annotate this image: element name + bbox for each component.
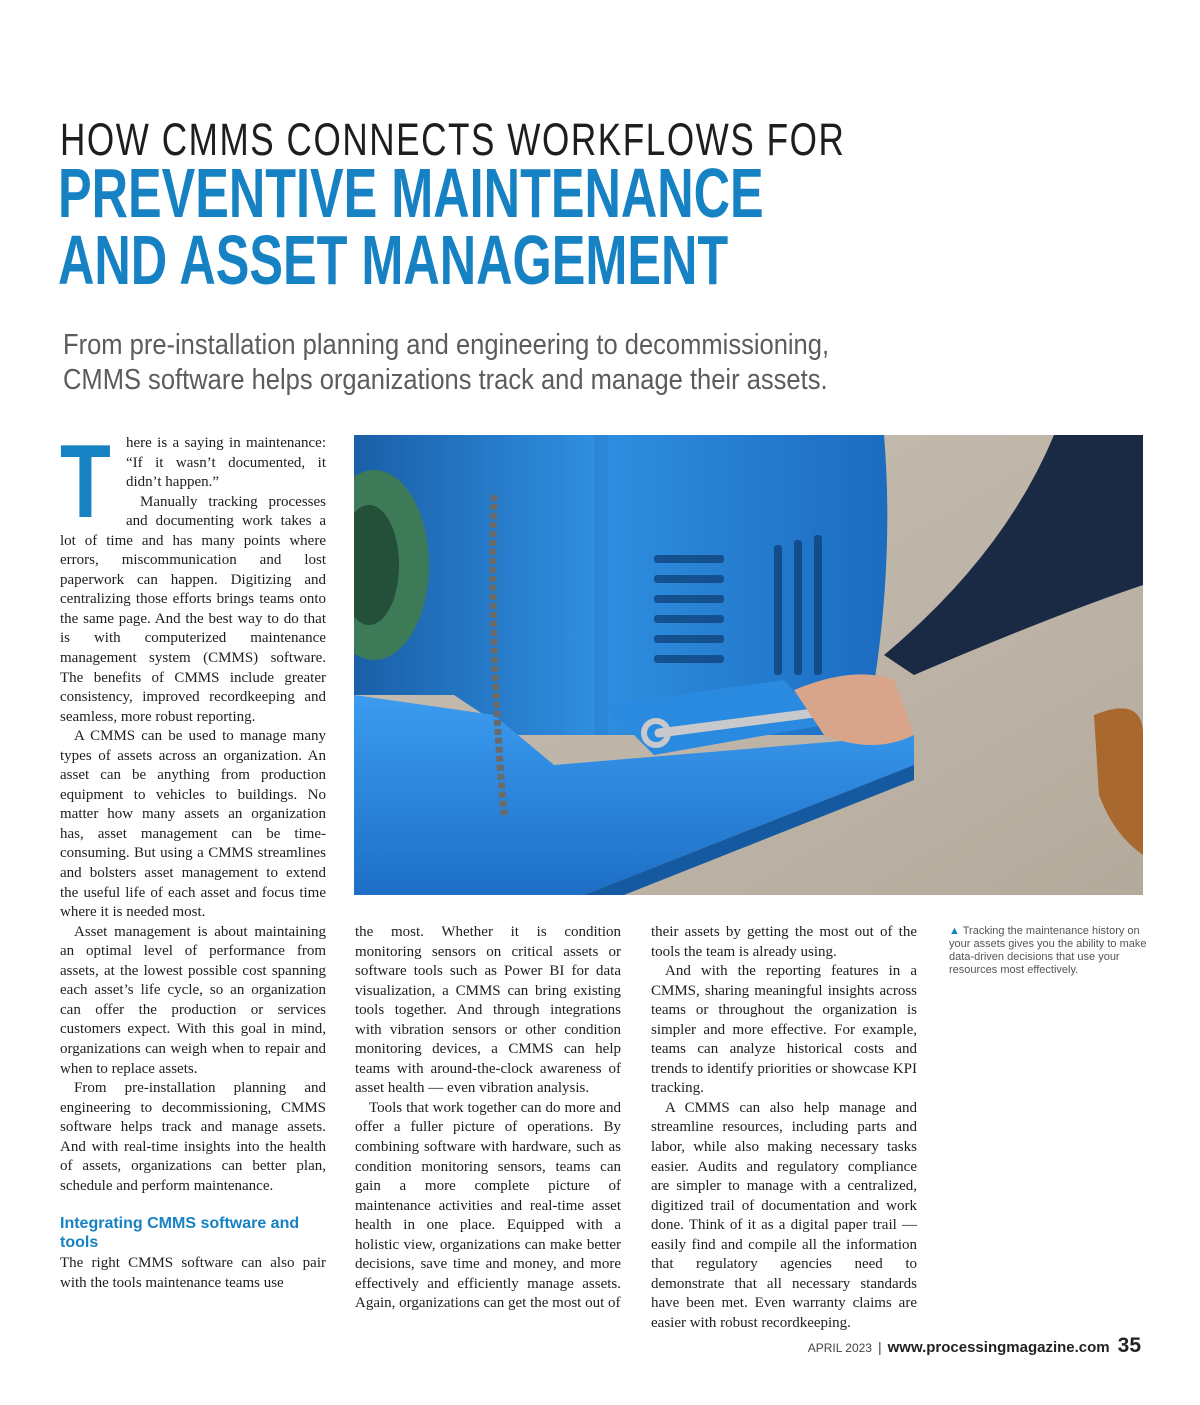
deck-line-1: From pre-installation planning and engineering to decommissioning,: [63, 329, 830, 361]
body-paragraph: A CMMS can also help manage and streamline resources, including parts and labor, while also making necessary tasks easier. Audits and regulatory compliance are simpler to manage with a centralized, digitized trail of documentation and work done. Think of it as a digital paper trail — easily find and compile all the information that regulatory agencies need to demonstrate that all necessary standards have been met. Even warranty claims are easier with robust recordkeeping.: [651, 1099, 917, 1331]
body-paragraph: the most. Whether it is condition monitoring sensors on critical assets or software tools such as Power BI for data visualization, a CMMS can bring existing tools together. And through integrations with vibration sensors or other condition monitoring devices, a CMMS can help teams with around-the-clock awareness of asset health — even vibration analysis.: [355, 924, 621, 1097]
issue-date: APRIL 2023: [807, 1341, 872, 1355]
body-paragraph: A CMMS can be used to manage many types of assets across an organization. An asset can be anything from production equipment to vehicles to buildings. No matter how many assets an organization has, asset management can be time-consuming. But using a CMMS streamlines and bolsters asset management to extend the useful life of each asset and focus time where it is needed most.: [60, 728, 326, 921]
article-headline: [58, 154, 764, 299]
body-paragraph: their assets by getting the most out of the tools the team is already using.: [651, 924, 917, 960]
photo-caption: [949, 925, 1149, 977]
article-deck: [63, 328, 829, 398]
body-column-1: [60, 424, 326, 1293]
magazine-url: www.processingmagazine.com: [887, 1339, 1110, 1356]
caption-text: Tracking the maintenance history on your assets gives you the ability to make data-driven decisions that use your resources most effectively.: [949, 925, 1147, 976]
body-column-2: [355, 923, 621, 1314]
drop-cap: T: [60, 424, 111, 540]
headline-line-1: PREVENTIVE MAINTENANCE: [58, 154, 764, 232]
footer-separator: |: [877, 1339, 882, 1355]
deck-line-2: CMMS software helps organizations track and manage their assets.: [63, 364, 828, 396]
body-paragraph: Manually tracking processes and documenting work takes a lot of time and has many points where errors, miscommunication and lost paperwork can happen. Digitizing and centralizing those efforts brings teams onto the same page. And the best way to do that is with computerized maintenance management system (CMMS) software. The benefits of CMMS include greater consistency, improved recordkeeping and seamless, more robust reporting.: [60, 493, 326, 725]
body-column-3: [651, 923, 917, 1333]
triangle-up-icon: ▲: [949, 925, 960, 937]
body-paragraph: From pre-installation planning and engineering to decommissioning, CMMS software helps track and manage assets. And with real-time insights into the health of assets, organizations can better plan, schedule and perform maintenance.: [60, 1080, 326, 1194]
body-paragraph: And with the reporting features in a CMMS, sharing meaningful insights across teams or throughout the organization is simpler and more effective. For example, teams can analyze historical costs and trends to identify priorities or showcase KPI tracking.: [651, 963, 917, 1097]
page-number: 35: [1117, 1334, 1141, 1357]
body-paragraph: Asset management is about maintaining an optimal level of performance from assets, at the lowest possible cost spanning each asset’s life cycle, so an organization can offer the production or services customers expect. With this goal in mind, organizations can weigh when to repair and when to replace assets.: [60, 923, 326, 1077]
article-kicker: HOW CMMS CONNECTS WORKFLOWS FOR: [60, 114, 846, 165]
section-subhead: Integrating CMMS software and tools: [60, 1215, 300, 1252]
body-paragraph: The right CMMS software can also pair with the tools maintenance teams use: [60, 1255, 326, 1291]
page-footer: [808, 1334, 1141, 1358]
body-paragraph: Tools that work together can do more and offer a fuller picture of operations. By combining software with hardware, such as condition monitoring sensors, teams can gain a more complete picture of maintenance activities and real-time asset health in one place. Equipped with a holistic view, organizations can make better decisions, save time and money, and more effectively and efficiently manage assets. Again, organizations can get the most out of: [355, 1099, 621, 1312]
body-paragraph: here is a saying in maintenance: “If it wasn’t documented, it didn’t happen.”: [126, 435, 326, 491]
headline-line-2: AND ASSET MANAGEMENT: [58, 221, 729, 299]
article-photo: [354, 435, 1143, 895]
